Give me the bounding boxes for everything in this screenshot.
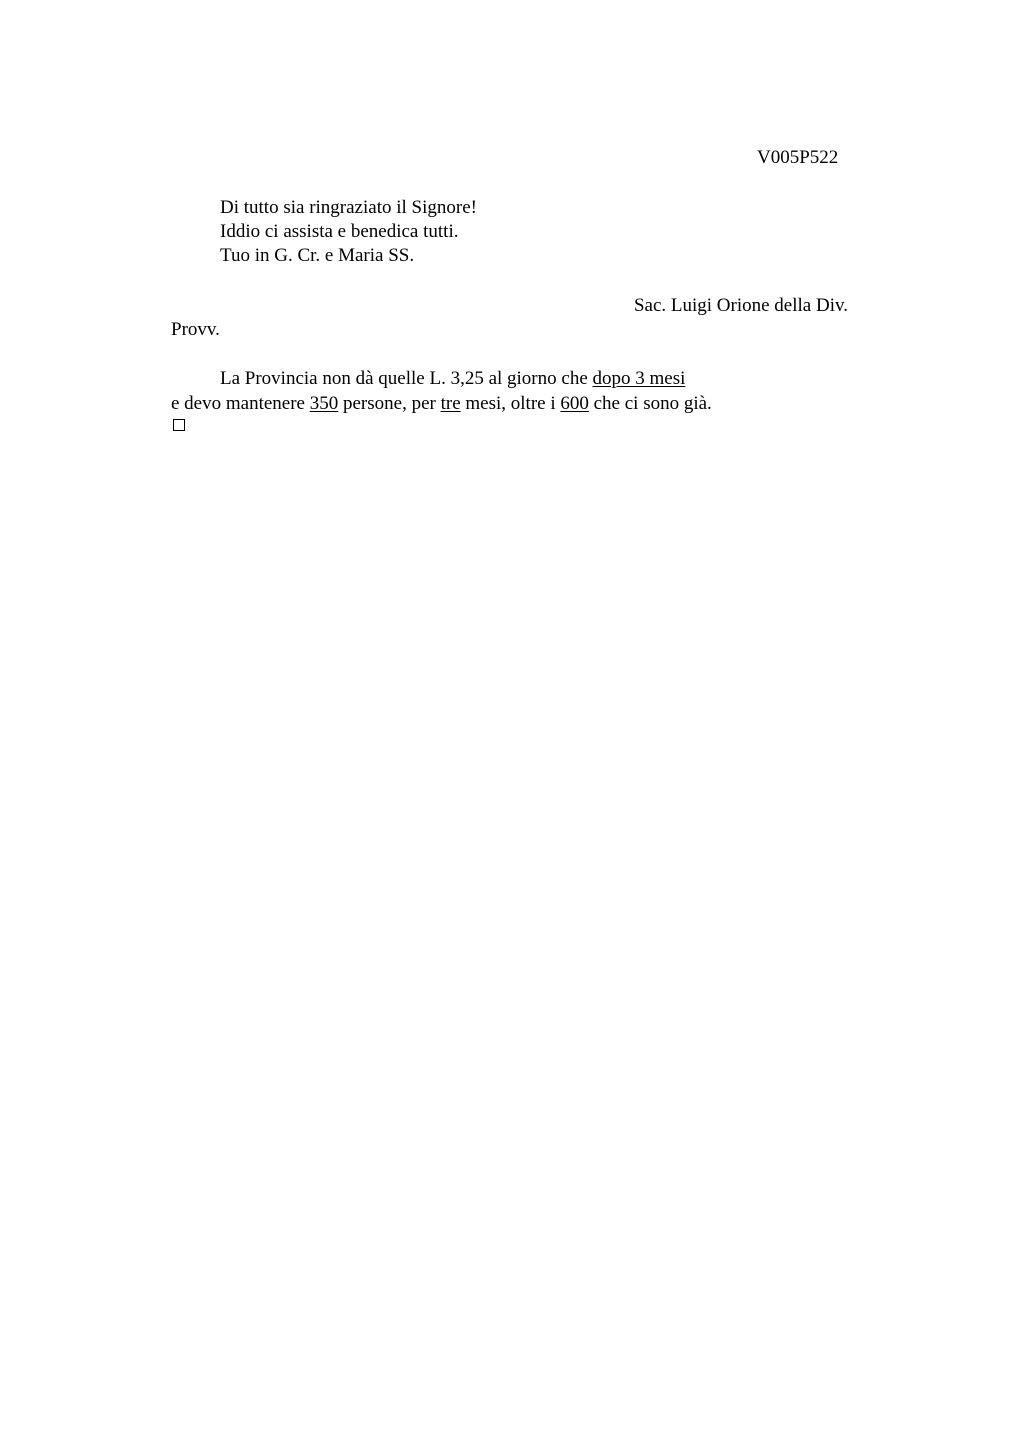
signature-line-2: Provv. <box>171 319 220 340</box>
postscript-line-2 <box>171 392 712 416</box>
postscript-text: persone, per <box>338 393 441 414</box>
closing-line-2: Iddio ci assista e benedica tutti. <box>220 221 459 242</box>
underlined-text: dopo 3 mesi <box>592 368 686 389</box>
empty-square-icon <box>173 419 185 431</box>
reference-code: V005P522 <box>757 147 839 168</box>
signature-line-1: Sac. Luigi Orione della Div. <box>633 295 848 316</box>
underlined-word-tre: tre <box>440 393 461 414</box>
underlined-number-350: 350 <box>309 393 339 414</box>
underlined-number-600: 600 <box>560 393 589 414</box>
postscript-text: La Provincia non dà quelle L. 3,25 al giorno che <box>220 368 593 389</box>
postscript-text: mesi, oltre i <box>460 393 561 414</box>
postscript-line-1 <box>220 367 685 391</box>
closing-line-1: Di tutto sia ringraziato il Signore! <box>220 197 477 218</box>
postscript-text: e devo mantenere <box>171 393 310 414</box>
postscript-text: che ci sono già. <box>588 393 712 414</box>
closing-line-3: Tuo in G. Cr. e Maria SS. <box>220 245 415 266</box>
